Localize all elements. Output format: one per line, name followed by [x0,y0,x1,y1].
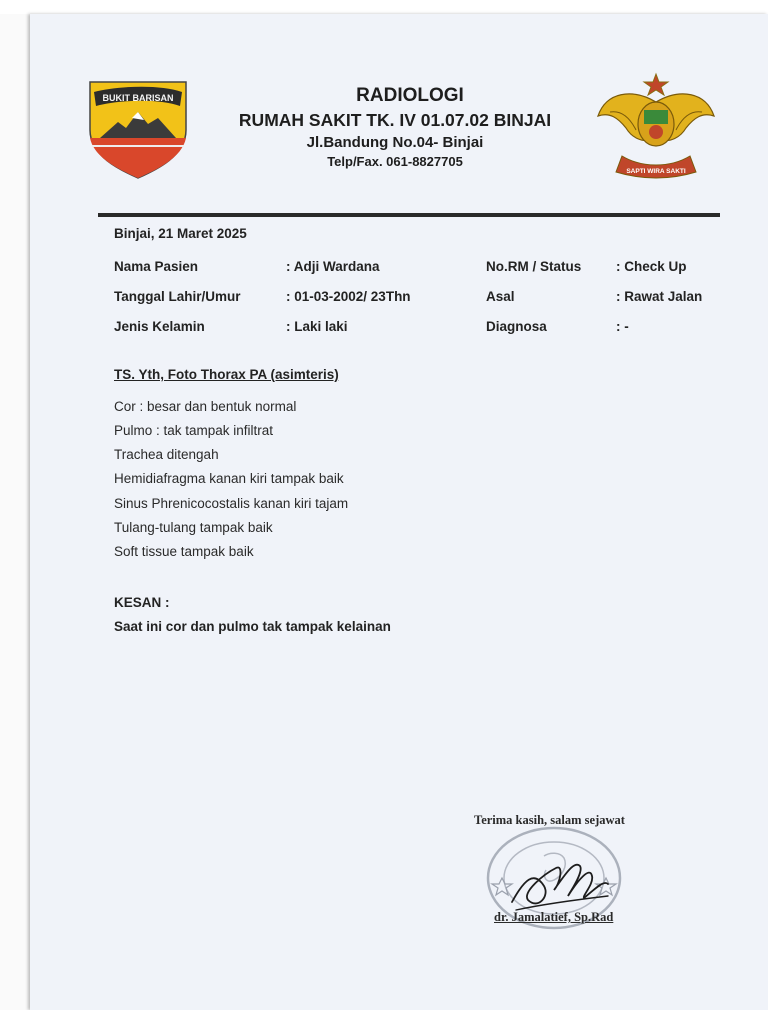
closing-greeting: Terima kasih, salam sejawat [474,813,625,827]
diagnosis-label: Diagnosa [486,319,547,334]
birthdate-age-label: Tanggal Lahir/Umur [114,289,241,304]
finding-item: Hemidiafragma kanan kiri tampak baik [114,471,344,486]
bukit-barisan-shield-logo [86,78,190,180]
finding-item: Pulmo : tak tampak infiltrat [114,423,274,438]
scan-top-margin [0,0,768,14]
diagnosis-value: : - [616,319,629,334]
hospital-name: RUMAH SAKIT TK. IV 01.07.02 BINJAI [238,110,552,130]
origin-value: : Rawat Jalan [616,289,703,304]
gender-value: : Laki laki [286,319,348,334]
finding-item: Cor : besar dan bentuk normal [114,399,297,414]
hospital-address: Jl.Bandung No.04- Binjai [306,134,484,151]
patient-name-value: : Adji Wardana [286,259,380,274]
shield-logo-text: BUKIT BARISAN [102,93,174,103]
header-title: RADIOLOGI [356,85,464,106]
finding-item: Tulang-tulang tampak baik [114,520,273,535]
gender-label: Jenis Kelamin [114,319,205,334]
emblem-ribbon-text: SAPTI WIRA SAKTI [626,168,686,175]
record-status-value: : Check Up [616,259,687,274]
report-date: Binjai, 21 Maret 2025 [114,226,247,241]
scan-left-margin [0,14,30,1010]
finding-item: Trachea ditengah [114,447,219,462]
doctor-signature [504,840,614,920]
header-divider [98,213,720,217]
hospital-phone: Telp/Fax. 061-8827705 [327,154,463,169]
finding-item: Sinus Phrenicocostalis kanan kiri tajam [114,496,349,511]
exam-title: TS. Yth, Foto Thorax PA (asimteris) [114,367,339,382]
scan-bottom-margin [0,1010,768,1024]
doctor-name: dr. Jamalatief, Sp.Rad [494,910,614,924]
record-status-label: No.RM / Status [486,259,582,274]
birthdate-age-value: : 01-03-2002/ 23Thn [286,289,411,304]
kesan-text: Saat ini cor dan pulmo tak tampak kelainan [114,619,391,634]
kesan-label: KESAN : [114,595,170,610]
finding-item: Soft tissue tampak baik [114,544,254,559]
patient-name-label: Nama Pasien [114,259,199,274]
origin-label: Asal [486,289,515,304]
